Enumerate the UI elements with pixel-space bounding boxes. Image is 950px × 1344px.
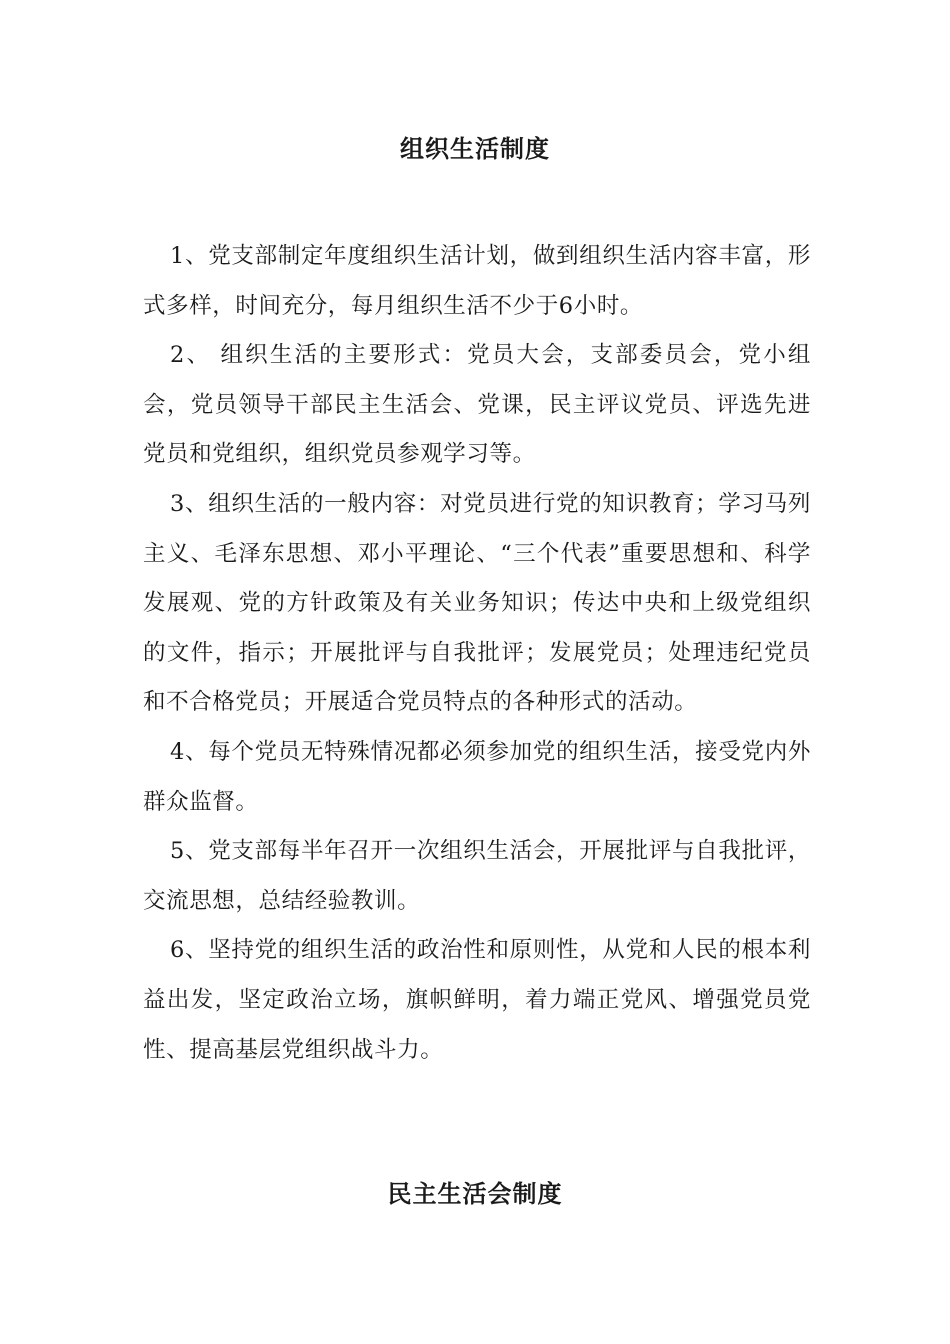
document-body [143,232,811,1075]
paragraph-4: 4、每个党员无特殊情况都必须参加党的组织生活，接受党内外群众监督。 [143,738,811,815]
document-title: 组织生活制度 [400,134,550,163]
paragraph-2: 2、 组织生活的主要形式：党员大会，支部委员会，党小组会，党员领导干部民主生活会、党课，民主评议党员、评选先进党员和党组织，组织党员参观学习等。 [143,342,811,468]
paragraph-6: 6、坚持党的组织生活的政治性和原则性，从党和人民的根本利益出发，坚定政治立场，旗帜鲜明，着力端正党风、增强党员党性、提高基层党组织战斗力。 [143,937,811,1063]
paragraph-5: 5、党支部每半年召开一次组织生活会，开展批评与自我批评，交流思想，总结经验教训。 [143,838,811,914]
next-section-title: 民主生活会制度 [387,1179,563,1208]
paragraph-3: 3、组织生活的一般内容：对党员进行党的知识教育；学习马列主义、毛泽东思想、邓小平理论、“三个代表”重要思想和、科学发展观、党的方针政策及有关业务知识；传达中央和上级党组织的文件，指示；开展批评与自我批评；发展党员；处理违纪党员和不合格党员；开展适合党员特点的各种形式的活动。 [143,490,811,716]
paragraph-1: 1、党支部制定年度组织生活计划，做到组织生活内容丰富，形式多样，时间充分，每月组织生活不少于6小时。 [143,243,811,319]
